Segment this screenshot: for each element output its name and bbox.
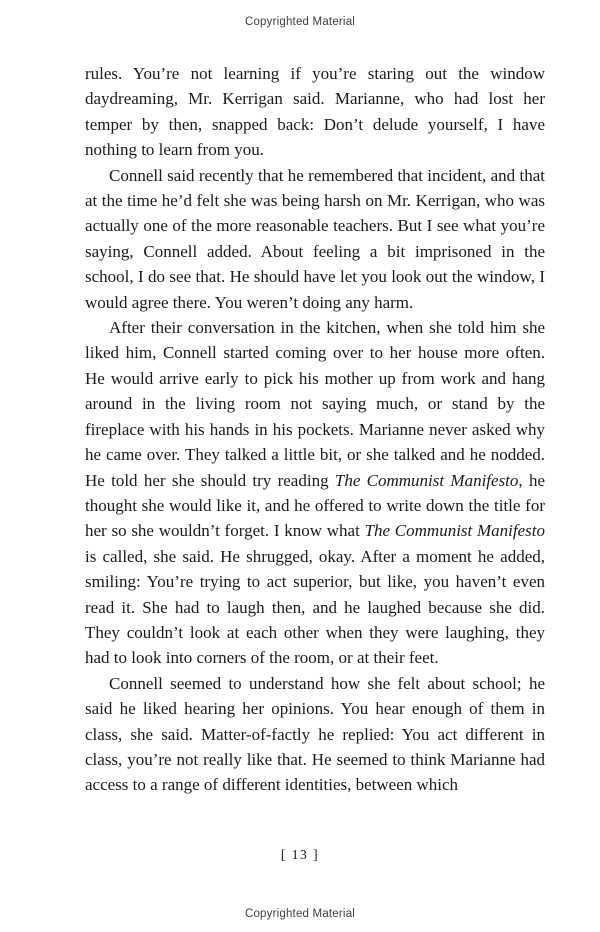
paragraph — [85, 315, 545, 671]
paragraph — [85, 671, 545, 798]
copyright-notice-top: Copyrighted Material — [244, 16, 356, 28]
body-text: is called, she said. He shrugged, okay. After a moment he added, smiling: You’re trying to act superior, but like, you haven’t even read it. She had to laugh then, and he laughed because she did. They couldn’t look at each other when they were laughing, they had to look into corners of the room, or at their feet. — [85, 546, 545, 668]
body-text: , he thought she would like it, and he offered to write down the title for her so she wouldn’t forget. I know what — [85, 470, 545, 541]
body-text: Connell said recently that he remembered that incident, and that at the time he’d felt she was being harsh on Mr. Kerrigan, who was actually one of the more reasonable teachers. But I see what you’re saying, Connell added. About feeling a bit imprisoned in the school, I do see that. He should have let you look out the window, I would agree there. You weren’t doing any harm. — [85, 165, 545, 312]
italic-text: The Communist Manifesto — [364, 521, 546, 541]
body-text: After their conversation in the kitchen, when she told him she liked him, Connell started coming over to her house more often. He would arrive early to pick his mother up from work and hang around in the living room not saying much, or stand by the fireplace with his hands in his pockets. Marianne never asked why he came over. They talked a little bit, or she talked and he nodded. He told her she should try reading — [85, 318, 545, 490]
body-text: Connell seemed to understand how she felt about school; he said he liked hearing her opinions. You hear enough of them in class, she said. Matter-of-factly he replied: You act different in class, you’re not really like that. He seemed to think Marianne had access to a range of different identities, between which — [85, 673, 545, 795]
page-text — [85, 61, 545, 798]
copyright-notice-bottom: Copyrighted Material — [244, 908, 356, 920]
paragraph — [85, 61, 545, 163]
paragraph — [85, 163, 545, 315]
italic-text: The Communist Manifesto — [334, 470, 519, 490]
page-number: [ 13 ] — [280, 847, 320, 862]
body-text: rules. You’re not learning if you’re staring out the window daydreaming, Mr. Kerrigan said. Marianne, who had lost her temper by then, snapped back: Don’t delude yourself, I have nothing to learn from you. — [85, 64, 545, 160]
